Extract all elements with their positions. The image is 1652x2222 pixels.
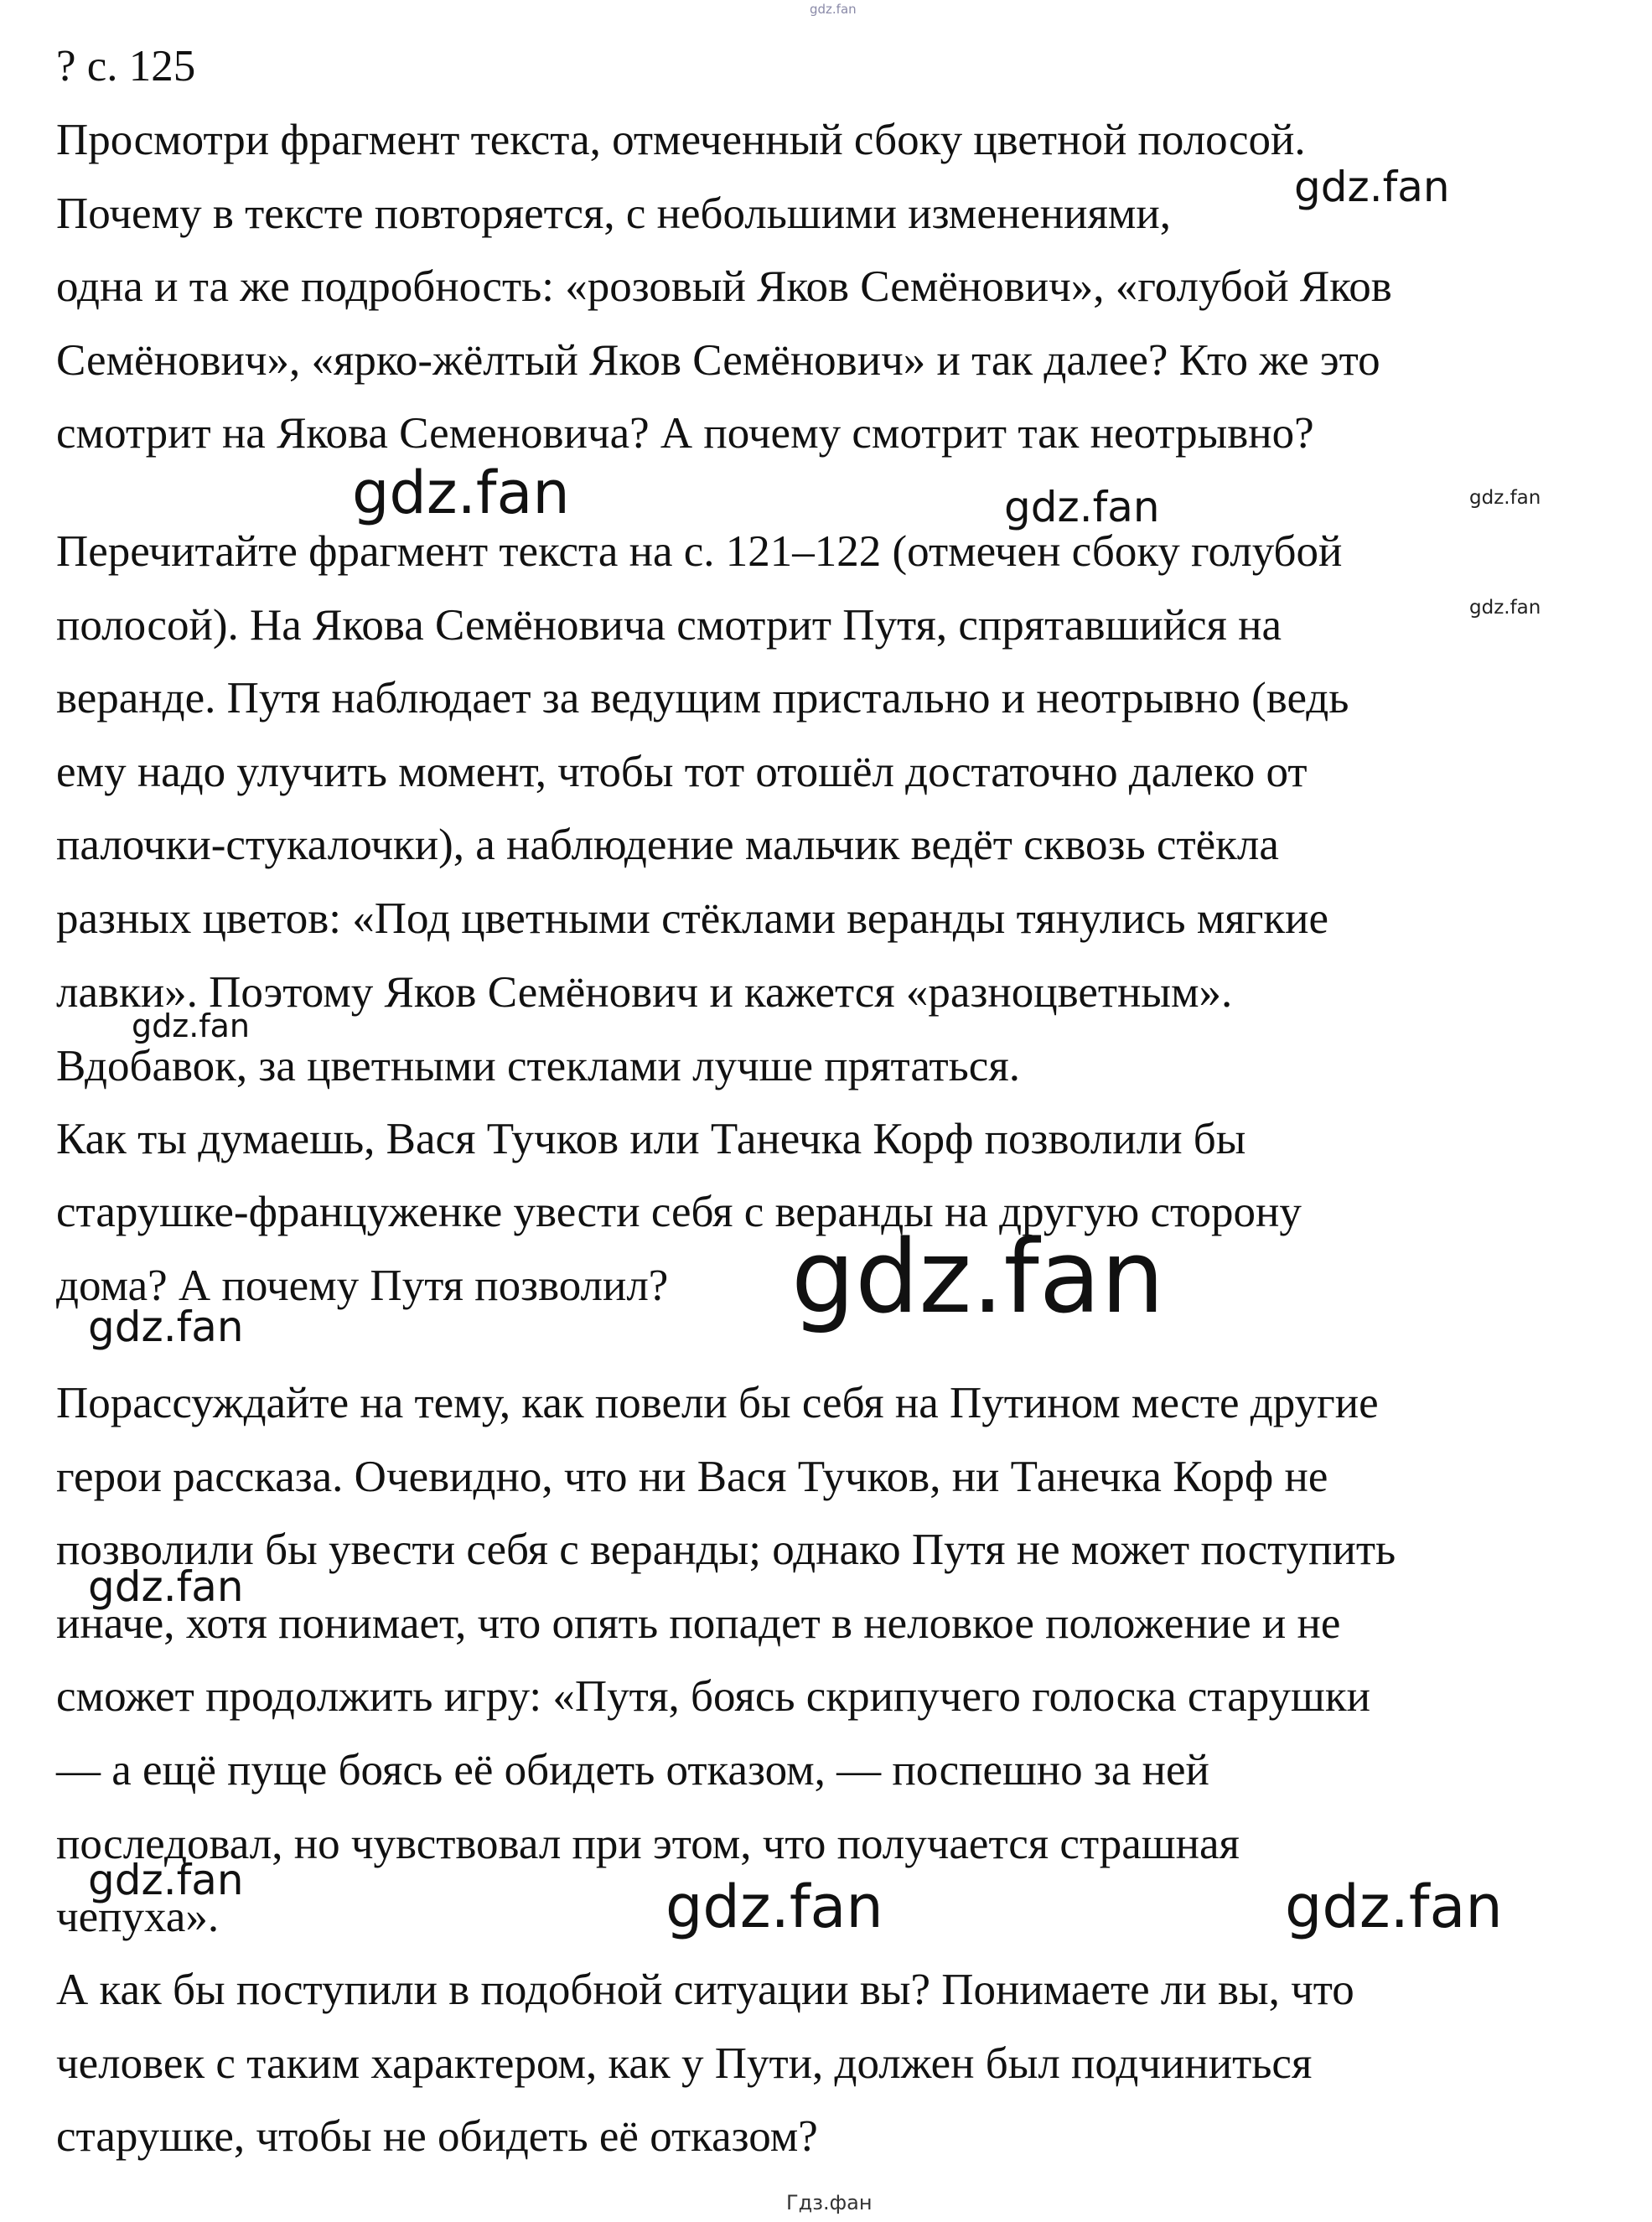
question3-line-2: человек с таким характером, как у Пути, должен был подчиниться xyxy=(56,2039,1313,2088)
answer1-line-1: Перечитайте фрагмент текста на с. 121–122 (отмечен сбоку голубой xyxy=(56,527,1343,576)
watermark-2: gdz.fan xyxy=(352,458,570,527)
question3-line-1: А как бы поступили в подобной ситуации вы? Понимаете ли вы, что xyxy=(56,1966,1354,2014)
question1-line-5: смотрит на Якова Семеновича? А почему смотрит так неотрывно? xyxy=(56,409,1314,458)
answer1-line-7: лавки». Поэтому Яков Семёнович и кажется «разноцветным». xyxy=(56,968,1233,1017)
watermark-4: gdz.fan xyxy=(1469,487,1541,509)
question1-line-4: Семёнович», «ярко-жёлтый Яков Семёнович» и так далее? Кто же это xyxy=(56,336,1380,385)
answer2-line-2: герои рассказа. Очевидно, что ни Вася Тучков, ни Танечка Корф не xyxy=(56,1453,1328,1501)
answer2-line-7: последовал, но чувствовал при этом, что получается страшная xyxy=(56,1820,1240,1868)
answer1-line-6: разных цветов: «Под цветными стёклами веранды тянулись мягкие xyxy=(56,894,1329,943)
question1-line-3: одна и та же подробность: «розовый Яков Семёнович», «голубой Яков xyxy=(56,262,1392,311)
watermark-12: gdz.fan xyxy=(1285,1872,1503,1941)
answer2-line-5: сможет продолжить игру: «Путя, боясь скрипучего голоска старушки xyxy=(56,1672,1370,1721)
watermark-3: gdz.fan xyxy=(1004,483,1160,531)
question3-line-3: старушке, чтобы не обидеть её отказом? xyxy=(56,2112,818,2161)
question2-line-1: Как ты думаешь, Вася Тучков или Танечка Корф позволили бы xyxy=(56,1115,1246,1163)
question1-line-1: Просмотри фрагмент текста, отмеченный сбоку цветной полосой. xyxy=(56,116,1306,164)
question1-line-2: Почему в тексте повторяется, с небольшими изменениями, xyxy=(56,189,1171,238)
answer1-line-4: ему надо улучить момент, чтобы тот отошёл достаточно далеко от xyxy=(56,748,1308,796)
answer1-line-8: Вдобавок, за цветными стеклами лучше прятаться. xyxy=(56,1042,1020,1090)
watermark-5: gdz.fan xyxy=(1469,597,1541,619)
watermark-1: gdz.fan xyxy=(1294,163,1450,211)
watermark-7: gdz.fan xyxy=(791,1220,1165,1336)
answer1-line-3: веранде. Путя наблюдает за ведущим пристально и неотрывно (ведь xyxy=(56,674,1349,723)
watermark-11: gdz.fan xyxy=(665,1872,883,1941)
answer1-line-2: полосой). На Якова Семёновича смотрит Путя, спрятавшийся на xyxy=(56,601,1282,650)
answer2-line-8: чепуха». xyxy=(56,1893,220,1941)
watermark-top: gdz.fan xyxy=(810,2,857,17)
watermark-bottom: Гдз.фан xyxy=(786,2191,873,2214)
answer2-line-6: — а ещё пуще боясь её обидеть отказом, — поспешно за ней xyxy=(56,1746,1209,1795)
watermark-10: gdz.fan xyxy=(88,1856,244,1904)
answer1-line-5: палочки-стукалочки), а наблюдение мальчик ведёт сквозь стёкла xyxy=(56,821,1279,869)
watermark-6: gdz.fan xyxy=(132,1007,251,1044)
page-reference-heading: ? с. 125 xyxy=(56,42,196,91)
watermark-8: gdz.fan xyxy=(88,1303,244,1351)
question2-line-3: дома? А почему Путя позволил? xyxy=(56,1261,669,1310)
watermark-9: gdz.fan xyxy=(88,1562,244,1611)
question2-line-2: старушке-француженке увести себя с веранды на другую сторону xyxy=(56,1188,1302,1236)
answer2-line-1: Порассуждайте на тему, как повели бы себя на Путином месте другие xyxy=(56,1379,1379,1427)
answer2-line-4: иначе, хотя понимает, что опять попадет в неловкое положение и не xyxy=(56,1599,1341,1648)
answer2-line-3: позволили бы увести себя с веранды; однако Путя не может поступить xyxy=(56,1525,1396,1574)
